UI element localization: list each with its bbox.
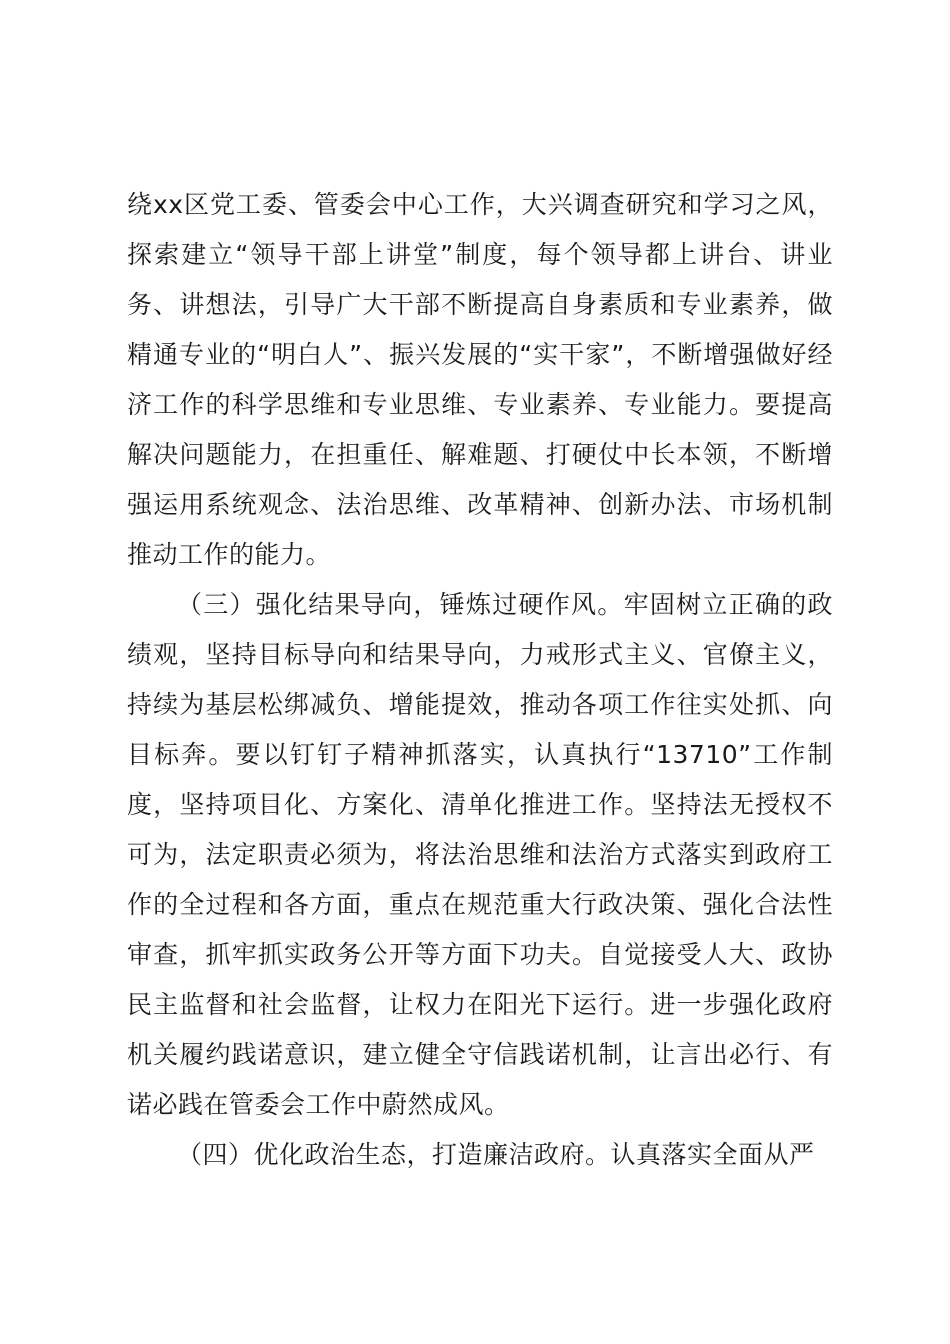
paragraph-continuation: 绕xx区党工委、管委会中心工作，大兴调查研究和学习之风，探索建立“领导干部上讲堂”制度，每个领导都上讲台、讲业务、讲想法，引导广大干部不断提高自身素质和专业素养，做精通专业的“明白人”、振兴发展的“实干家”，不断增强做好经济工作的科学思维和专业思维、专业素养、专业能力。要提高解决问题能力，在担重任、解难题、打硬仗中长本领，不断增强运用系统观念、法治思维、改革精神、创新办法、市场机制推动工作的能力。 [127,190,833,569]
document-body [127,180,833,1180]
paragraph-section-four: （四）优化政治生态，打造廉洁政府。认真落实全面从严 [177,1140,815,1169]
paragraph-section-three: （三）强化结果导向，锤炼过硬作风。牢固树立正确的政绩观，坚持目标导向和结果导向，力戒形式主义、官僚主义，持续为基层松绑减负、增能提效，推动各项工作往实处抓、向目标奔。要以钉钉子精神抓落实，认真执行“13710”工作制度，坚持项目化、方案化、清单化推进工作。坚持法无授权不可为，法定职责必须为，将法治思维和法治方式落实到政府工作的全过程和各方面，重点在规范重大行政决策、强化合法性审查，抓牢抓实政务公开等方面下功夫。自觉接受人大、政协民主监督和社会监督，让权力在阳光下运行。进一步强化政府机关履约践诺意识，建立健全守信践诺机制，让言出必行、有诺必践在管委会工作中蔚然成风。 [127,590,833,1119]
